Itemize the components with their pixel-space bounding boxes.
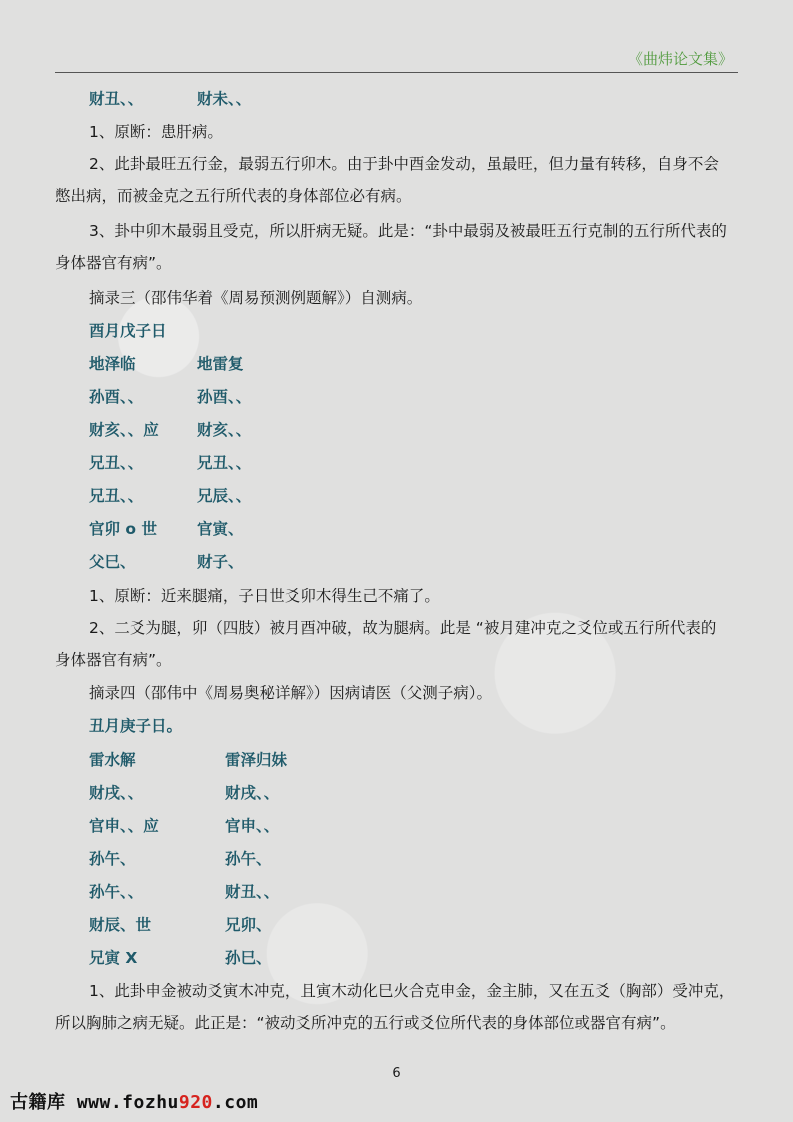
hexagram-line-left: 兄丑、、	[89, 454, 144, 472]
hexagram-line-right: 雷泽归妹	[225, 751, 288, 769]
hexagram-line-left: 雷水解	[89, 751, 136, 769]
paragraph-line: 1、原断：患肝病。	[89, 123, 223, 141]
hexagram-line-right: 孙酉、、	[197, 388, 252, 406]
paragraph-line: 2、二爻为腿，卯（四肢）被月酉冲破，故为腿病。此是 “被月建冲克之爻位或五行所代表的	[89, 619, 717, 637]
hexagram-line-right: 孙巳、	[225, 949, 272, 967]
paragraph-continuation: 憋出病，而被金克之五行所代表的身体部位必有病。	[55, 187, 412, 205]
hexagram-line-left: 兄丑、、	[89, 487, 144, 505]
hexagram-line-left: 财亥、、应	[89, 421, 159, 439]
hexagram-line-left: 财辰、世	[89, 916, 152, 934]
paragraph-line: 摘录三（邵伟华着《周易预测例题解》）自测病。	[89, 289, 423, 307]
hexagram-line-left: 官卯 o 世	[89, 520, 157, 538]
logo-prefix: 古籍库 www.fozhu	[10, 1092, 179, 1113]
hexagram-line-right: 官申、、	[225, 817, 280, 835]
hexagram-line-right: 财戌、、	[225, 784, 280, 802]
hexagram-line-left: 丑月庚子日。	[89, 717, 183, 735]
paragraph-line: 1、原断：近来腿痛，子日世爻卯木得生己不痛了。	[89, 587, 440, 605]
hexagram-line-right: 孙午、	[225, 850, 272, 868]
hexagram-line-left: 财戌、、	[89, 784, 144, 802]
page-number: 6	[392, 1066, 401, 1081]
hexagram-line-left: 官申、、应	[89, 817, 159, 835]
hexagram-line-right: 地雷复	[197, 355, 244, 373]
hexagram-line-right: 财亥、、	[197, 421, 252, 439]
paragraph-line: 1、此卦申金被动爻寅木冲克，且寅木动化巳火合克申金，金主肺，又在五爻（胸部）受冲克，	[89, 982, 735, 1000]
logo-suffix: .com	[212, 1092, 259, 1113]
paragraph-continuation: 身体器官有病”。	[55, 254, 172, 272]
hexagram-line-right: 兄卯、	[225, 916, 272, 934]
hexagram-line-left: 孙酉、、	[89, 388, 144, 406]
hexagram-line-right: 财丑、、	[225, 883, 280, 901]
hexagram-line-left: 孙午、、	[89, 883, 144, 901]
paragraph-line: 3、卦中卯木最弱且受克，所以肝病无疑。此是：“卦中最弱及被最旺五行克制的五行所代表的	[89, 222, 727, 240]
logo-number: 920	[178, 1092, 213, 1113]
hexagram-line-right: 兄丑、、	[197, 454, 252, 472]
hexagram-line-right: 兄辰、、	[197, 487, 252, 505]
paragraph-continuation: 所以胸肺之病无疑。此正是：“被动爻所冲克的五行或爻位所代表的身体部位或器官有病”。	[55, 1014, 676, 1032]
hexagram-line-left: 兄寅 X	[89, 949, 138, 967]
hexagram-line-left: 父巳、	[89, 553, 136, 571]
hexagram-line-left: 孙午、	[89, 850, 136, 868]
hexagram-line-right: 财未、、	[197, 90, 252, 108]
hexagram-line-left: 地泽临	[89, 355, 136, 373]
paragraph-continuation: 身体器官有病”。	[55, 651, 172, 669]
paragraph-line: 2、此卦最旺五行金，最弱五行卯木。由于卦中酉金发动，虽最旺，但力量有转移，自身不会	[89, 155, 719, 173]
hexagram-line-left: 酉月戊子日	[89, 322, 167, 340]
header-rule	[55, 72, 738, 73]
hexagram-line-left: 财丑、、	[89, 90, 144, 108]
paragraph-line: 摘录四（邵伟中《周易奥秘详解》）因病请医（父测子病）。	[89, 684, 493, 702]
header-title: 《曲炜论文集》	[627, 50, 733, 68]
site-logo[interactable]	[10, 1088, 258, 1114]
hexagram-line-right: 财子、	[197, 553, 244, 571]
hexagram-line-right: 官寅、	[197, 520, 244, 538]
